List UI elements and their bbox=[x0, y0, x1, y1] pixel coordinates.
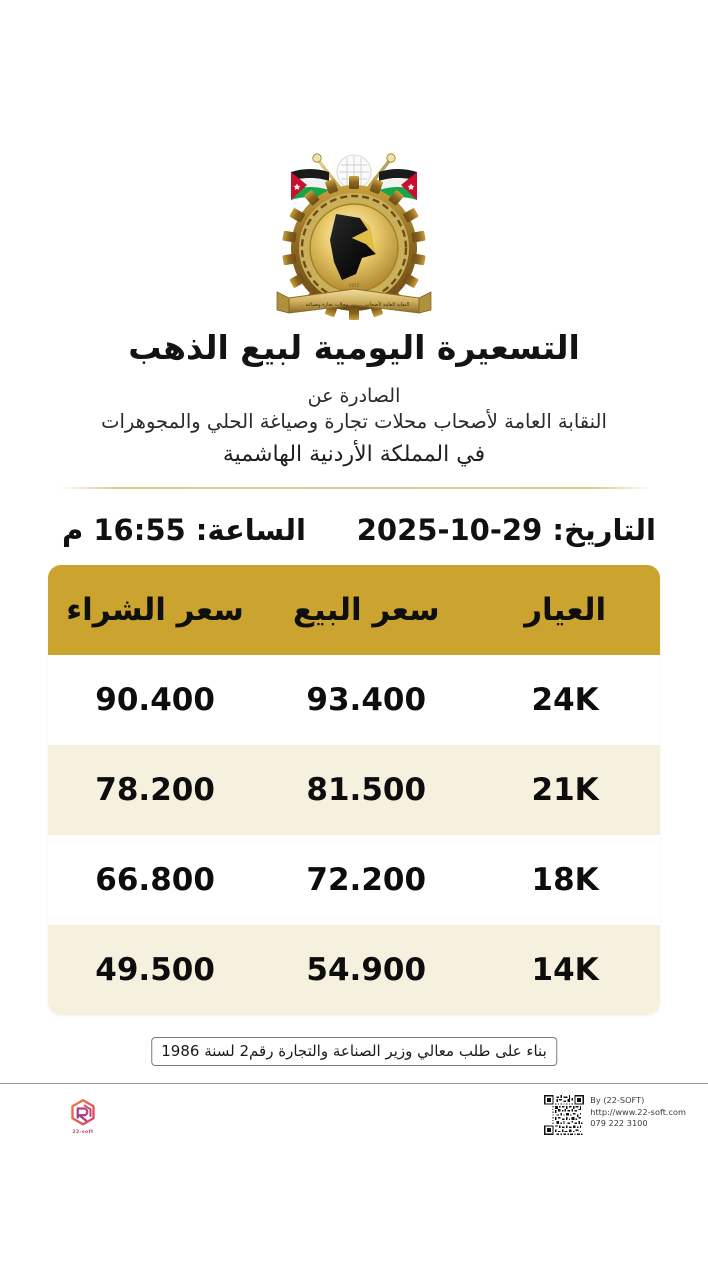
vendor-credit-text bbox=[590, 1095, 686, 1130]
datetime-row bbox=[48, 505, 660, 555]
column-header-sell-price: سعر البيع bbox=[292, 592, 440, 628]
legal-note-text: بناء على طلب معالي وزير الصناعة والتجارة رقم2 لسنة 1986 bbox=[161, 1042, 547, 1060]
cell-buy-price: 78.200 bbox=[95, 772, 215, 808]
svg-text:النقابة العامة لأصحاب: النقابة العامة لأصحاب bbox=[364, 302, 410, 308]
title-block bbox=[0, 328, 708, 467]
time-value: الساعة: 16:55 م bbox=[62, 513, 306, 547]
cell-sell-price: 93.400 bbox=[306, 682, 427, 718]
table-header-row bbox=[48, 565, 660, 655]
cell-karat: 24K bbox=[531, 682, 599, 718]
column-header-karat: العيار bbox=[524, 592, 607, 628]
svg-text:محلات تجارة وصياغة: محلات تجارة وصياغة bbox=[305, 302, 349, 308]
cell-karat: 18K bbox=[531, 862, 599, 898]
cell-karat: 21K bbox=[531, 772, 599, 808]
table-row bbox=[48, 925, 660, 1015]
subtitle-syndicate-name: النقابة العامة لأصحاب محلات تجارة وصياغة الحلي والمجوهرات bbox=[101, 410, 607, 434]
svg-text:1972: 1972 bbox=[348, 283, 360, 288]
vendor-logo-caption: 22-soft bbox=[72, 1130, 94, 1135]
gold-price-table bbox=[48, 565, 660, 1015]
emblem-container bbox=[0, 140, 708, 330]
credit-line-phone: 079 222 3100 bbox=[590, 1118, 648, 1129]
subtitle-country: في المملكة الأردنية الهاشمية bbox=[222, 442, 486, 468]
date-value: التاريخ: 29-10-2025 bbox=[356, 513, 656, 547]
vendor-logo-container bbox=[55, 1098, 111, 1135]
table-row bbox=[48, 745, 660, 835]
column-header-buy-price: سعر الشراء bbox=[66, 592, 244, 628]
footer-bar bbox=[0, 1084, 708, 1280]
jordan-goldsmiths-syndicate-emblem bbox=[249, 140, 459, 330]
cell-sell-price: 72.200 bbox=[306, 862, 427, 898]
credit-line-url[interactable]: http://www.22-soft.com bbox=[590, 1106, 686, 1117]
table-row bbox=[48, 655, 660, 745]
cell-buy-price: 90.400 bbox=[95, 682, 215, 718]
22-soft-cube-logo-icon bbox=[68, 1098, 98, 1128]
cell-sell-price: 54.900 bbox=[306, 952, 427, 988]
credit-line-by: By (22-SOFT) bbox=[590, 1095, 645, 1105]
cell-sell-price: 81.500 bbox=[306, 772, 427, 808]
cell-buy-price: 66.800 bbox=[95, 862, 215, 898]
subtitle-issued-by: الصادرة عن bbox=[307, 385, 401, 408]
gold-divider bbox=[58, 487, 652, 489]
cell-buy-price: 49.500 bbox=[95, 952, 215, 988]
vendor-credit-block bbox=[544, 1095, 686, 1135]
legal-note-box bbox=[151, 1037, 557, 1066]
qr-code-icon[interactable] bbox=[544, 1095, 584, 1135]
cell-karat: 14K bbox=[531, 952, 599, 988]
table-row bbox=[48, 835, 660, 925]
page-title: التسعيرة اليومية لبيع الذهب bbox=[128, 328, 580, 367]
